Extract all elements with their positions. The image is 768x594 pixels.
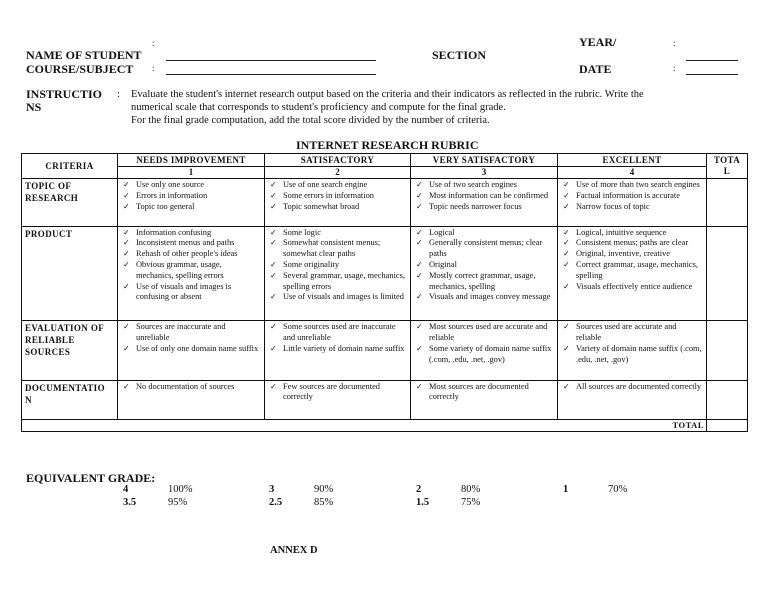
list-item: ✓ Few sources are documented correctly	[268, 382, 407, 404]
grade-score: 4	[123, 484, 129, 495]
course-subject-field[interactable]	[166, 74, 376, 75]
list-item: ✓ Topic too general	[121, 202, 261, 213]
grade-percent: 90%	[314, 484, 334, 495]
cell-topic-excellent	[558, 179, 707, 226]
list-item: ✓ Most sources are documented correctly	[414, 382, 554, 404]
rubric-table	[21, 153, 748, 432]
cell-product-very-satisfactory	[411, 226, 558, 320]
section-label: SECTION	[432, 48, 487, 62]
cell-product-needs-improvement	[118, 226, 265, 320]
total-score-cell-evaluation[interactable]	[707, 321, 748, 381]
list-item: ✓ Sources used are accurate and reliable	[561, 322, 703, 344]
grade-percent: 80%	[461, 484, 481, 495]
list-item: ✓ Use of one search engine	[268, 180, 407, 191]
list-item: ✓ Visuals and images convey message	[414, 292, 554, 303]
list-item: ✓ Several grammar, usage, mechanics, spelling errors	[268, 271, 407, 293]
list-item: ✓ Variety of domain name suffix (.com, .edu, .net, .gov)	[561, 344, 703, 366]
list-item: ✓ Original, inventive, creative	[561, 249, 703, 260]
total-score-cell-topic[interactable]	[707, 179, 748, 226]
total-row	[22, 419, 748, 431]
course-colon: :	[152, 63, 155, 73]
grade-score: 3.5	[123, 497, 137, 508]
list-item: ✓ Generally consistent menus; clear paths	[414, 238, 554, 260]
list-item: ✓ Original	[414, 260, 554, 271]
list-item: ✓ Mostly correct grammar, usage, mechanics, spelling	[414, 271, 554, 293]
list-item: ✓ Obvious grammar, usage, mechanics, spelling errors	[121, 260, 261, 282]
date-field[interactable]	[686, 74, 738, 75]
list-item: ✓ Use of visuals and images is confusing or absent	[121, 282, 261, 304]
list-item: ✓ Logical, intuitive sequence	[561, 228, 703, 239]
grade-percent: 95%	[168, 497, 188, 508]
list-item: ✓ Visuals effectively entice audience	[561, 282, 703, 293]
list-item: ✓ Rehash of other people's ideas	[121, 249, 261, 260]
list-item: ✓ Sources are inaccurate and unreliable	[121, 322, 261, 344]
list-item: ✓ Use of only one domain name suffix	[121, 344, 261, 355]
list-item: ✓ All sources are documented correctly	[561, 382, 703, 393]
criterion-topic-of-research: TOPIC OF RESEARCH	[22, 179, 118, 226]
name-of-student-field[interactable]	[166, 60, 376, 61]
table-row	[22, 380, 748, 419]
rubric-title: INTERNET RESEARCH RUBRIC	[296, 138, 479, 152]
total-score-cell-product[interactable]	[707, 226, 748, 320]
date-label: DATE	[579, 62, 612, 76]
list-item: ✓ Logical	[414, 228, 554, 239]
list-item: ✓ Narrow focus of topic	[561, 202, 703, 213]
level-header-3: VERY SATISFACTORY	[411, 154, 558, 167]
total-row-label: TOTAL	[22, 419, 707, 431]
table-row	[22, 321, 748, 381]
list-item: ✓ Some logic	[268, 228, 407, 239]
instructions-label: INSTRUCTIO NS	[26, 87, 103, 114]
total-score-cell-documentation[interactable]	[707, 380, 748, 419]
cell-product-satisfactory	[265, 226, 411, 320]
cell-evaluation-satisfactory	[265, 321, 411, 381]
list-item: ✓ Factual information is accurate	[561, 191, 703, 202]
course-subject-label: COURSE/SUBJECT	[26, 62, 134, 76]
year-label: YEAR/	[579, 35, 617, 49]
grade-score: 2	[416, 484, 422, 495]
list-item: ✓ Some variety of domain name suffix (.com, .edu, .net, .gov)	[414, 344, 554, 366]
list-item: ✓ Use of two search engines	[414, 180, 554, 191]
list-item: ✓ No documentation of sources	[121, 382, 261, 393]
total-header: TOTA L	[707, 154, 748, 179]
list-item: ✓ Most sources used are accurate and reliable	[414, 322, 554, 344]
grade-percent: 70%	[608, 484, 628, 495]
cell-documentation-excellent	[558, 380, 707, 419]
list-item: ✓ Topic needs narrower focus	[414, 202, 554, 213]
cell-documentation-very-satisfactory	[411, 380, 558, 419]
criterion-evaluation-of-reliable-sources: EVALUATION OF RELIABLE SOURCES	[22, 321, 118, 381]
cell-topic-very-satisfactory	[411, 179, 558, 226]
name-colon-top: :	[152, 38, 155, 48]
grade-score: 1	[563, 484, 569, 495]
level-header-2: SATISFACTORY	[265, 154, 411, 167]
list-item: ✓ Most information can be confirmed	[414, 191, 554, 202]
grade-score: 3	[269, 484, 275, 495]
list-item: ✓ Consistent menus; paths are clear	[561, 238, 703, 249]
level-header-4: EXCELLENT	[558, 154, 707, 167]
cell-evaluation-very-satisfactory	[411, 321, 558, 381]
list-item: ✓ Some sources used are inaccurate and unreliable	[268, 322, 407, 344]
list-item: ✓ Use of visuals and images is limited	[268, 292, 407, 303]
criterion-product: PRODUCT	[22, 226, 118, 320]
level-header-1: NEEDS IMPROVEMENT	[118, 154, 265, 167]
table-row	[22, 226, 748, 320]
level-score-3: 3	[411, 167, 558, 179]
cell-topic-needs-improvement	[118, 179, 265, 226]
list-item: ✓ Some originality	[268, 260, 407, 271]
list-item: ✓ Correct grammar, usage, mechanics, spelling	[561, 260, 703, 282]
level-score-4: 4	[558, 167, 707, 179]
list-item: ✓ Topic somewhat broad	[268, 202, 407, 213]
instructions-colon: :	[117, 89, 120, 100]
instructions-text: Evaluate the student's internet research output based on the criteria and their indicators as reflected in the rubric. Write the numerical scale that corresponds to student's proficiency and compute for the final grade. For the final grade computation, add the total score divided by the number of criteria.	[131, 89, 644, 126]
name-of-student-label: NAME OF STUDENT	[26, 48, 142, 62]
criterion-documentation: DOCUMENTATIO N	[22, 380, 118, 419]
grade-score: 2.5	[269, 497, 283, 508]
list-item: ✓ Information confusing	[121, 228, 261, 239]
grade-score: 1.5	[416, 497, 430, 508]
cell-product-excellent	[558, 226, 707, 320]
list-item: ✓ Use of more than two search engines	[561, 180, 703, 191]
level-score-1: 1	[118, 167, 265, 179]
list-item: ✓ Somewhat consistent menus; somewhat clear paths	[268, 238, 407, 260]
equivalent-grade-title: EQUIVALENT GRADE:	[26, 471, 156, 485]
table-row	[22, 179, 748, 226]
cell-evaluation-excellent	[558, 321, 707, 381]
date-colon: :	[673, 63, 676, 73]
grade-percent: 85%	[314, 497, 334, 508]
year-field[interactable]	[686, 60, 738, 61]
list-item: ✓ Inconsistent menus and paths	[121, 238, 261, 249]
cell-topic-satisfactory	[265, 179, 411, 226]
cell-evaluation-needs-improvement	[118, 321, 265, 381]
list-item: ✓ Little variety of domain name suffix	[268, 344, 407, 355]
list-item: ✓ Errors in information	[121, 191, 261, 202]
grade-percent: 75%	[461, 497, 481, 508]
level-score-2: 2	[265, 167, 411, 179]
year-colon: :	[673, 38, 676, 48]
cell-documentation-satisfactory	[265, 380, 411, 419]
criteria-header: CRITERIA	[22, 154, 118, 179]
cell-documentation-needs-improvement	[118, 380, 265, 419]
list-item: ✓ Some errors in information	[268, 191, 407, 202]
grand-total-cell[interactable]	[707, 419, 748, 431]
list-item: ✓ Use only one source	[121, 180, 261, 191]
annex-label: ANNEX D	[270, 545, 318, 556]
grade-percent: 100%	[168, 484, 193, 495]
